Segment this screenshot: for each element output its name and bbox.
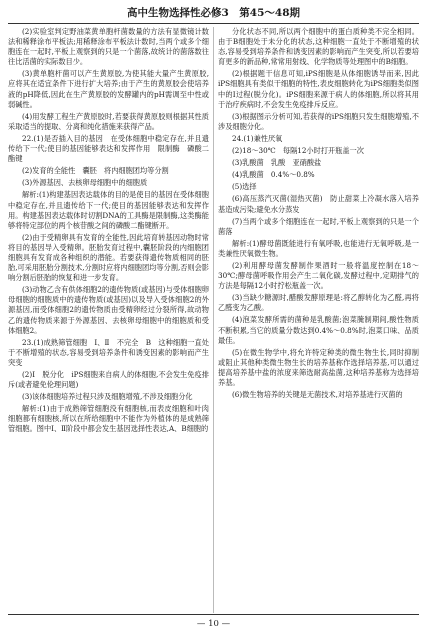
answer-paragraph: (2)Ⅰ 脱分化 iPS细胞来自病人的体细胞,不会发生免疫排斥(或者避免伦理问题) xyxy=(8,370,209,390)
answer-paragraph: 24.(1)兼性厌氧 xyxy=(232,133,283,143)
answer-paragraph: (5)在微生物学中,将允许特定种类的微生物生长,同时抑制或阻止其他种类微生物生长的培养基称作选择培养基,可以通过提高培养基中盐的浓度来筛选耐高盐菌,这种培养基称为选择培养基。 xyxy=(218,347,419,387)
column-divider xyxy=(213,27,214,613)
answer-paragraph: (6)微生物培养的关键是无菌技术,对培养基进行灭菌的 xyxy=(232,390,403,400)
footer-rule xyxy=(8,614,419,615)
analysis-paragraph: 解析:(1)构建基因表达载体的目的是使目的基因在受体细胞中稳定存在,并且遗传给下一代;使目的基因能够表达和发挥作用。构建基因表达载体时切割DNA的工具酶是限制酶,这类酶能够将特定部位的两个核苷酸之间的磷酸二酯键断开。 xyxy=(8,190,209,230)
answer-paragraph: (2)利用酵母菌发酵制作果酒时一般将温度控制在18～30℃;酵母菌呼吸作用会产生二氧化碳,发酵过程中,定期排气的方法是每隔12小时拧松瓶盖一次。 xyxy=(218,260,419,291)
page-number: — 10 — xyxy=(196,619,231,629)
answer-paragraph: (3)乳酸菌 乳酸 亚硝酸盐 xyxy=(232,158,322,168)
answer-paragraph: (2)由于受精卵具有发育的全能性,因此培育转基因动物时常将目的基因导入受精卵。胚胎发育过程中,囊胚阶段的内细胞团细胞具有发育成各种组织的潜能。若要获得遗传物质相同的胚胎,可采用胚胎分割技术,分割时应将内细胞团均等分割,否则会影响分割后胚胎的恢复和进一步发育。 xyxy=(8,232,209,283)
answer-paragraph: (6)高压蒸汽灭菌(湿热灭菌) 防止甜菜上冷凝水落入培养基造成污染;避免水分蒸发 xyxy=(218,194,419,214)
answer-paragraph: 22.(1)是否插入目的基因 在受体细胞中稳定存在,并且遗传给下一代;使目的基因能够表达和发挥作用 限制酶 磷酸二酯键 xyxy=(8,133,209,164)
answer-paragraph: (7)当两个或多个细胞连在一起时,平板上观察到的只是一个菌落 xyxy=(218,216,419,236)
left-column xyxy=(8,27,209,613)
answer-paragraph: (5)选择 xyxy=(232,182,257,192)
answer-paragraph: (3)当缺少糖源时,醋酸发酵原理是:将乙醇转化为乙醛,再将乙醛变为乙酸。 xyxy=(218,293,419,313)
answer-paragraph: 23.(1)成熟筛管细胞 Ⅰ、Ⅱ 不完全 B 这种细胞一直处于不断增殖的状态,容易受到培养条件和诱变因素的影响而产生突变 xyxy=(8,337,209,367)
header-rule xyxy=(8,23,419,24)
answer-paragraph: (3)黄单胞杆菌可以产生黄原胶,为使其能大量产生黄原胶,应将其在适宜条件下进行扩大培养;由于产生的黄原胶会使培养液的pH降低,因此在生产黄原胶的发酵罐内的pH需调至中性或弱碱性。 xyxy=(8,69,209,109)
analysis-paragraph: 解析:(1)由于成熟筛管细胞没有细胞核,而表皮细胞和叶肉细胞都有细胞核,所以在所给细胞中不能作为外植体的是成熟筛管细胞。图中Ⅰ、Ⅱ阶段中都会发生基因选择性表达,A、B细胞的 xyxy=(8,404,209,434)
answer-paragraph: (2)发育的全能性 囊胚 将内细胞团均等分割 xyxy=(22,166,169,176)
answer-paragraph: (4)乳酸菌 0.4%～0.8% xyxy=(232,170,315,180)
answer-paragraph: (3)外源基因、去核卵母细胞中的细胞质 xyxy=(22,178,148,188)
answer-paragraph: (4)用发酵工程生产黄原胶时,若要获得黄原胶则根据其性质采取适当的提取、分离和纯化措施来获得产品。 xyxy=(8,111,209,131)
answer-paragraph: (2)实验室判定野油菜黄单胞杆菌数量的方法有显微镜计数法和稀释涂布平板法;用稀释涂布平板法计数时,当两个或多个细胞连在一起时,平板上观察到的只是一个菌落,故统计的菌落数往往比活菌的实际数目少。 xyxy=(8,27,209,67)
page-header: 高中生物选择性必修3 第45～48期 xyxy=(126,7,301,19)
answer-paragraph: (3)根据图示分析可知,若获得的iPS细胞只发生细胞增殖,不涉及细胞分化。 xyxy=(218,111,419,131)
answer-paragraph: (2)18～30℃ 每隔12小时打开瓶盖一次 xyxy=(232,146,364,156)
answer-paragraph: 分化状态不同,所以两个细胞中的蛋白质种类不完全相同。由于B细胞处于未分化的状态,这种细胞一直处于不断增殖的状态,容易受到培养条件和诱变因素的影响而产生突变,所以若要培育更多的新品种,常常用射线、化学物质等处理图中的B细胞。 xyxy=(218,27,419,67)
right-column xyxy=(218,27,419,613)
answer-paragraph: (3)动物乙含有供体细胞2的遗传物质(或基因)与受体细胞卵母细胞的细胞质中的遗传物质(或基因)以及导入受体细胞2的外源基因,而受体细胞2的遗传物质由受精卵经过分裂所得,故动物乙的遗传物质来源于外源基因、去核卵母细胞中的细胞质和受体细胞2。 xyxy=(8,285,209,335)
answer-paragraph: (2)根据题干信息可知,iPS细胞是从体细胞诱导而来,因此iPS细胞具有类似干细胞的特性,表皮细胞转化为iPS细胞类似图中的Ⅰ过程(脱分化)。iPS细胞来源于病人的体细胞,所以将其用于治疗疾病时,不会发生免疫排斥反应。 xyxy=(218,69,419,109)
answer-paragraph: (3)该体细胞培养过程只涉及细胞增殖,不涉及细胞分化 xyxy=(22,392,193,402)
answer-paragraph: (4)泡菜发酵所需的菌种是乳酸菌;泡菜腌制期间,酸性物质不断积累,当它的质量分数达到0.4%～0.8%时,泡菜口味、品质最佳。 xyxy=(218,315,419,345)
analysis-paragraph: 解析:(1)酵母菌既能进行有氧呼吸,也能进行无氧呼吸,是一类兼性厌氧微生物。 xyxy=(218,238,419,258)
